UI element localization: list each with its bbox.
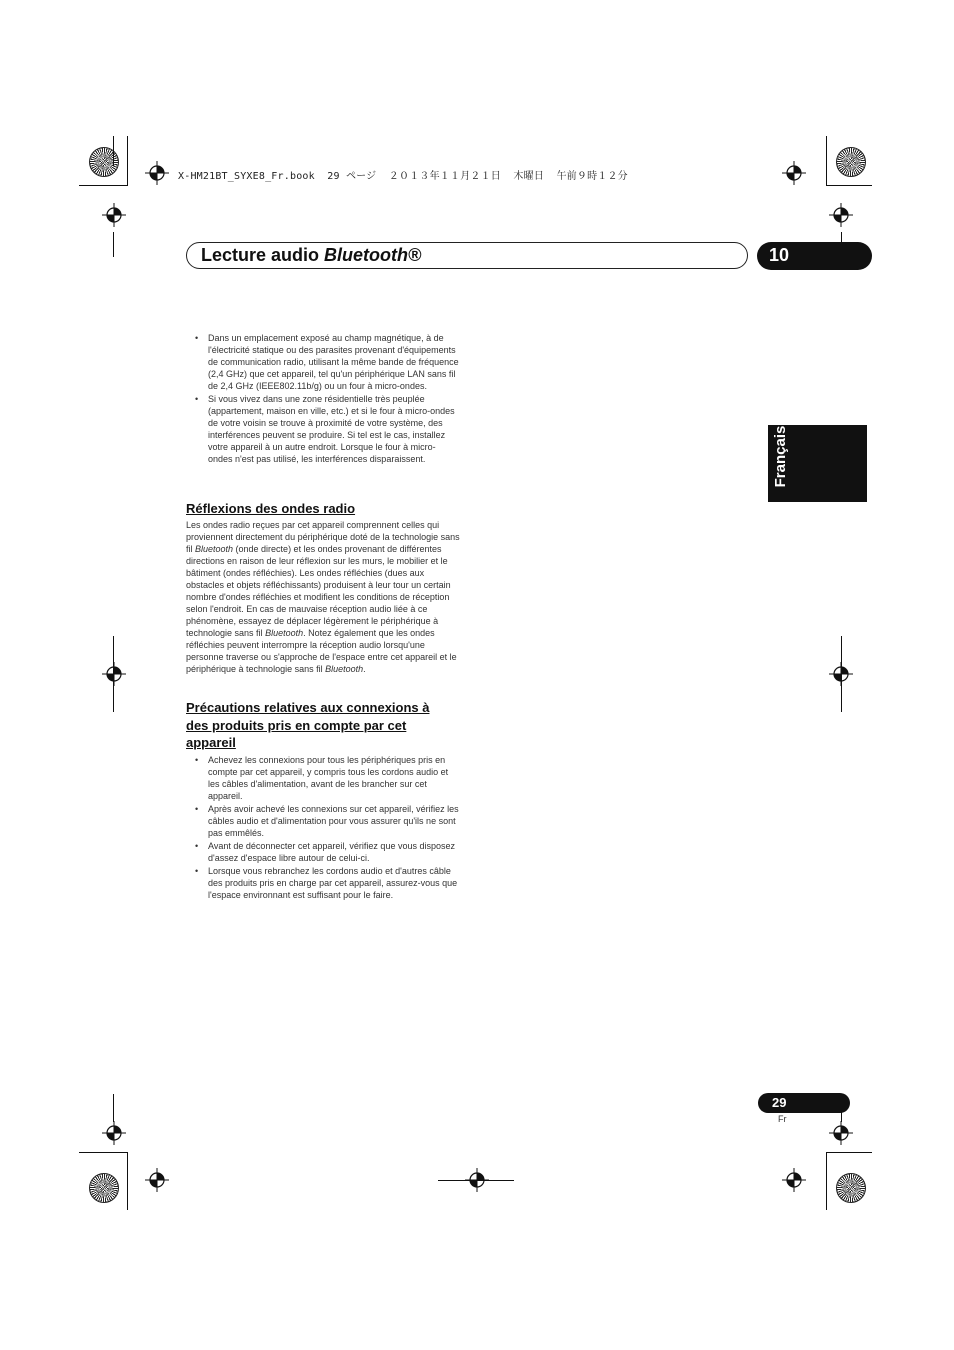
page-number-badge — [758, 1093, 850, 1113]
language-tab — [768, 425, 867, 502]
heading-line: Précautions relatives aux connexions à — [186, 700, 430, 715]
section-heading: Réflexions des ondes radio — [186, 501, 356, 516]
chapter-header — [186, 242, 748, 269]
chapter-title-italic: Bluetooth® — [324, 245, 422, 265]
page-number: 29 — [772, 1095, 787, 1110]
registration-mark-icon — [102, 203, 126, 227]
color-target-icon — [836, 147, 866, 177]
crop-mark — [79, 185, 127, 186]
chapter-number: 10 — [769, 245, 790, 265]
precautions-bullet-list — [186, 754, 460, 901]
registration-mark-icon — [829, 1121, 853, 1145]
color-target-icon — [89, 1173, 119, 1203]
section-paragraph — [186, 519, 460, 675]
registration-mark-icon — [829, 662, 853, 686]
crop-mark — [826, 185, 872, 186]
crop-mark — [113, 1094, 114, 1122]
paragraph-text: (onde directe) et les ondes provenant de différentes directions en raison de leur réflexion sur les murs, le mobilier et le bâtiment (ondes réfléchies). Les ondes réfléchies (dues aux obstacles et objets réfléchissants) produisent à leur tour un certain nombre d'ondes réfléchies et modifient les conditions de réception selon l'endroit. En cas de mauvaise réception audio liée à ce phénomène, essayez de déplacer légèrement le périphérique à technologie sans fil — [186, 543, 451, 638]
crop-mark — [438, 1180, 514, 1181]
registration-mark-icon — [145, 1168, 169, 1192]
page-language-code: Fr — [778, 1114, 787, 1124]
list-item: • Achevez les connexions pour tous les périphériques pris en compte par cet appareil, y compris tous les cordons audio et les câbles d'alimentation, avant de les brancher sur cet appareil. — [186, 754, 460, 802]
heading-line: des produits pris en compte par cet — [186, 717, 407, 733]
registration-mark-icon — [145, 161, 169, 185]
crop-mark — [127, 1152, 128, 1210]
section-heading — [186, 699, 460, 752]
crop-mark — [826, 136, 827, 186]
registration-mark-icon — [782, 1168, 806, 1192]
paragraph-italic: Bluetooth — [325, 663, 364, 674]
color-target-icon — [89, 147, 119, 177]
registration-mark-icon — [782, 161, 806, 185]
chapter-title-regular: Lecture audio — [201, 245, 325, 265]
list-item: • Dans un emplacement exposé au champ magnétique, à de l'électricité statique ou des parasites provenant d'équipements de communication radio, utilisant la même bande de fréquence (2,4 GHz) que cet appareil, tel qu'un périphérique LAN sans fil de 2,4 GHz (IEEE802.11b/g) ou un four à micro-ondes. — [186, 332, 460, 392]
section-precautions — [186, 699, 460, 902]
paragraph-italic: Bluetooth — [265, 627, 304, 638]
paragraph-italic: Bluetooth — [195, 543, 234, 554]
intro-bullet-list — [186, 332, 460, 465]
crop-mark — [113, 232, 114, 257]
language-tab-label: Français — [772, 425, 789, 488]
chapter-number-badge — [757, 242, 872, 270]
paragraph-text: . Notez également que les ondes réfléchies peuvent interrompre la réception audio lorsqu'une personne traverse ou s'approche de l'espace entre cet appareil et le périphérique à technologie sans fil — [186, 627, 457, 674]
paragraph-text: Les ondes radio reçues par cet appareil comprennent celles qui proviennent directement du périphérique doté de la technologie sans fil — [186, 519, 460, 554]
crop-mark — [79, 1152, 127, 1153]
list-item: • Avant de déconnecter cet appareil, vérifiez que vous disposez d'assez d'espace libre autour de celui-ci. — [186, 840, 460, 864]
list-item: • Lorsque vous rebranchez les cordons audio et d'autres câble des produits pris en charge par cet appareil, assurez-vous que l'espace environnant est suffisant pour le faire. — [186, 865, 460, 901]
registration-mark-icon — [102, 662, 126, 686]
crop-mark — [826, 1152, 827, 1210]
paragraph-text: . — [363, 663, 366, 674]
chapter-title — [201, 245, 421, 266]
list-item: • Si vous vivez dans une zone résidentielle très peuplée (appartement, maison en ville, etc.) et si le four à micro-ondes de votre voisin se trouve à proximité de votre système, des interférences peuvent se produire. Si tel est le cas, installez votre appareil à un autre endroit. Lorsque le four à micro-ondes n'est pas utilisé, les interférences disparaissent. — [186, 393, 460, 465]
crop-mark — [113, 136, 114, 166]
color-target-icon — [836, 1173, 866, 1203]
crop-mark — [127, 136, 128, 186]
print-file-header: X-HM21BT_SYXE8_Fr.book 29 ページ ２０１３年１１月２１日 木曜日 午前９時１２分 — [178, 171, 628, 182]
crop-mark — [826, 1152, 872, 1153]
list-item: • Après avoir achevé les connexions sur cet appareil, vérifiez les câbles audio et d'alimentation pour vous assurer qu'ils ne sont pas emmêlés. — [186, 803, 460, 839]
intro-bullets-block — [186, 332, 460, 466]
registration-mark-icon — [829, 203, 853, 227]
registration-mark-icon — [102, 1121, 126, 1145]
section-reflexions — [186, 500, 460, 675]
heading-line: appareil — [186, 735, 236, 750]
